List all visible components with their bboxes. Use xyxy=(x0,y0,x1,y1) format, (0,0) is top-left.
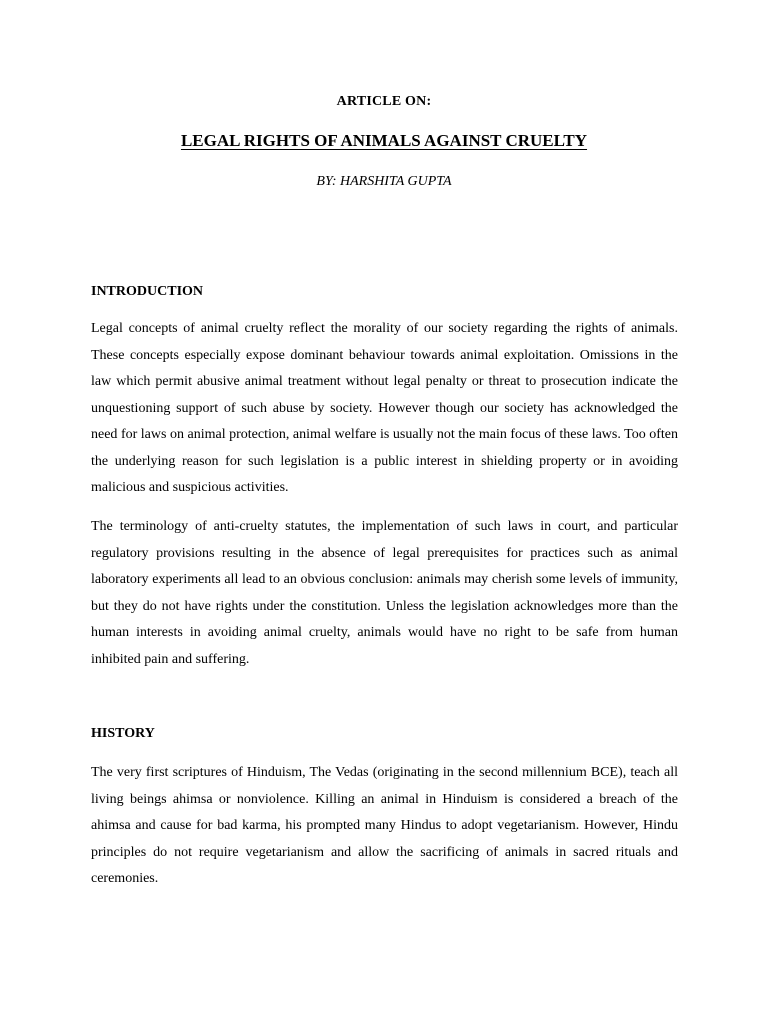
paragraph-introduction-1: Legal concepts of animal cruelty reflect the morality of our society regarding the rights of animals. These concepts especially expose dominant behaviour towards animal exploitation. Omissions in the law which permit abusive animal treatment without legal penalty or threat to prosecution indicate the unquestioning support of such abuse by society. However though our society has acknowledged the need for laws on animal protection, animal welfare is usually not the main focus of these laws. Too often the underlying reason for such legislation is a public interest in shielding property or in avoiding malicious and suspicious activities. xyxy=(91,321,678,495)
article-byline: BY: HARSHITA GUPTA xyxy=(316,174,452,189)
paragraph-history-1: The very first scriptures of Hinduism, The Vedas (originating in the second millennium BCE), teach all living beings ahimsa or nonviolence. Killing an animal in Hinduism is considered a breach of the ahimsa and cause for bad karma, his prompted many Hindus to adopt vegetarianism. However, Hindu principles do not require vegetarianism and allow the sacrificing of animals in sacred rituals and ceremonies. xyxy=(91,765,678,886)
section-heading-history: HISTORY xyxy=(91,726,155,741)
section-heading-introduction: INTRODUCTION xyxy=(91,284,204,299)
article-kicker: ARTICLE ON: xyxy=(336,94,432,109)
article-title xyxy=(0,131,768,151)
article-title-text: LEGAL RIGHTS OF ANIMALS AGAINST CRUELTY xyxy=(180,131,588,150)
paragraph-introduction-2: The terminology of anti-cruelty statutes, the implementation of such laws in court, and particular regulatory provisions resulting in the absence of legal prerequisites for practices such as animal laboratory experiments all lead to an obvious conclusion: animals may cherish some levels of immunity, but they do not have rights under the constitution. Unless the legislation acknowledges more than the human interests in avoiding animal cruelty, animals would have no right to be safe from human inhibited pain and suffering. xyxy=(91,519,678,667)
